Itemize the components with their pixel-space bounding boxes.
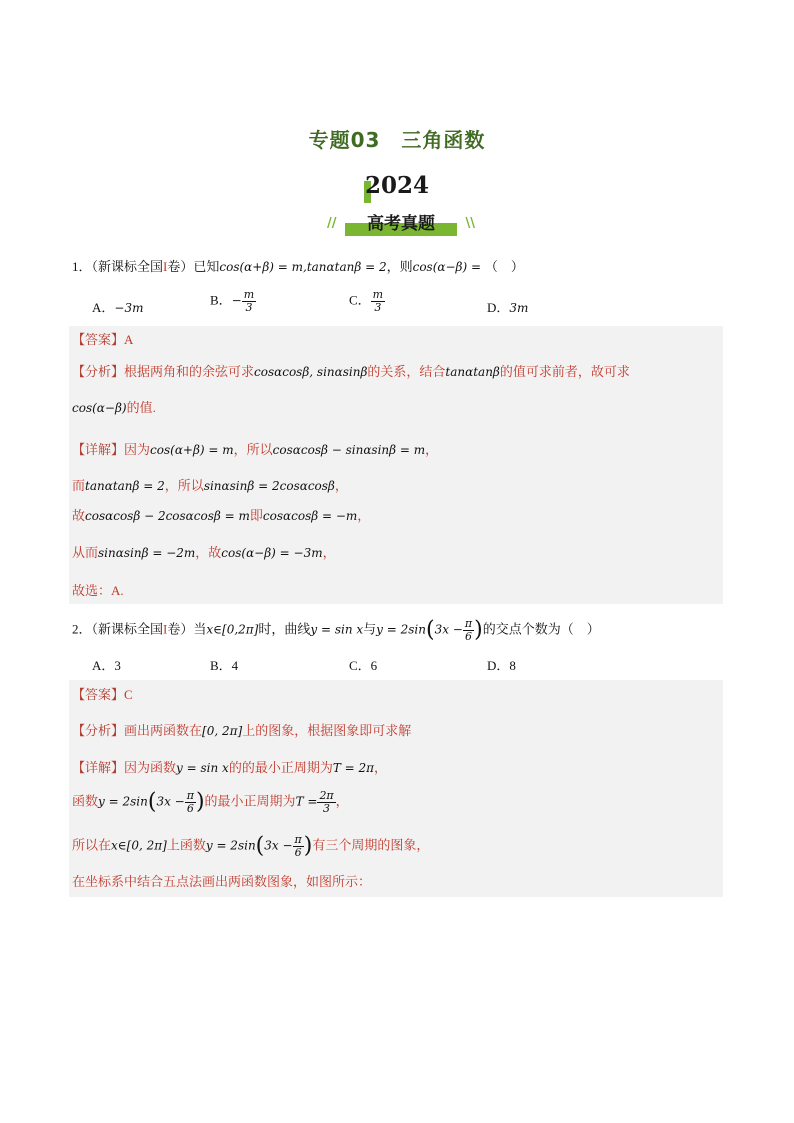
q1-detail-2: 而tanαtanβ = 2，所以sinαsinβ = 2cosαcosβ， xyxy=(72,478,348,493)
page-title: 专题03 三角函数 xyxy=(308,128,486,152)
q2-answer: 【答案】C xyxy=(72,687,133,702)
q1-detail-3: 故cosαcosβ − 2cosαcosβ = m即cosαcosβ = −m， xyxy=(72,508,371,523)
q1-detail-4: 从而sinαsinβ = −2m，故cos(α−β) = −3m， xyxy=(72,545,336,560)
q2-detail-2: 函数y = 2sin(3x − $\frac{\pi}{6}$ )的最小正周期为T = $\frac{2\pi}{3}$ ， xyxy=(72,789,349,815)
q1-analysis-cont: cos(α−β)的值. xyxy=(72,400,156,415)
q2-option-b: B．4 xyxy=(210,658,239,673)
section-banner xyxy=(327,208,475,238)
q2-analysis: 【分析】画出两函数在[0, 2π]上的图象，根据图象即可求解 xyxy=(72,723,412,738)
q2-stem: 2．（新课标全国I卷）当x∈[0,2π]时，曲线y = sin x与y = 2sin(3x − $\frac{\pi}{6}$ )的交点个数为（ ） xyxy=(72,617,600,643)
q2-option-c: C．6 xyxy=(349,658,378,673)
q1-stem: 1．（新课标全国I卷）已知cos(α+β) = m,tanαtanβ = 2，则cos(α−β) = （ ） xyxy=(72,259,524,274)
q1-detail-1: 【详解】因为cos(α+β) = m，所以cosαcosβ − sinαsinβ = m， xyxy=(72,442,439,457)
q1-option-d: D．3m xyxy=(487,300,529,315)
banner-slash-right: \\ xyxy=(465,216,475,231)
q2-detail-4: 在坐标系中结合五点法画出两函数图象，如图所示： xyxy=(72,874,372,889)
q2-detail-3: 所以在x∈[0, 2π]上函数y = 2sin(3x − $\frac{\pi}{6}$ )有三个周期的图象， xyxy=(72,833,430,859)
q2-option-a: A．3 xyxy=(92,658,121,673)
year-heading: 2024 xyxy=(364,172,429,199)
banner-slash-left: // xyxy=(327,216,337,231)
q2-option-d: D．8 xyxy=(487,658,516,673)
q1-analysis: 【分析】根据两角和的余弦可求cosαcosβ, sinαsinβ的关系，结合tanαtanβ的值可求前者，故可求 xyxy=(72,364,630,379)
q2-solution-panel xyxy=(69,680,723,897)
q1-choice: 故选：A. xyxy=(72,583,124,598)
q1-option-a: A．−3m xyxy=(92,300,144,315)
q1-option-c: C． $\frac{m}{3}$ xyxy=(349,288,384,314)
q2-detail-1: 【详解】因为函数y = sin x的的最小正周期为T = 2π， xyxy=(72,760,388,775)
q1-option-b: B．− $\frac{m}{3}$ xyxy=(210,288,255,314)
q1-answer: 【答案】A xyxy=(72,332,134,347)
banner-text: 高考真题 xyxy=(367,214,435,234)
